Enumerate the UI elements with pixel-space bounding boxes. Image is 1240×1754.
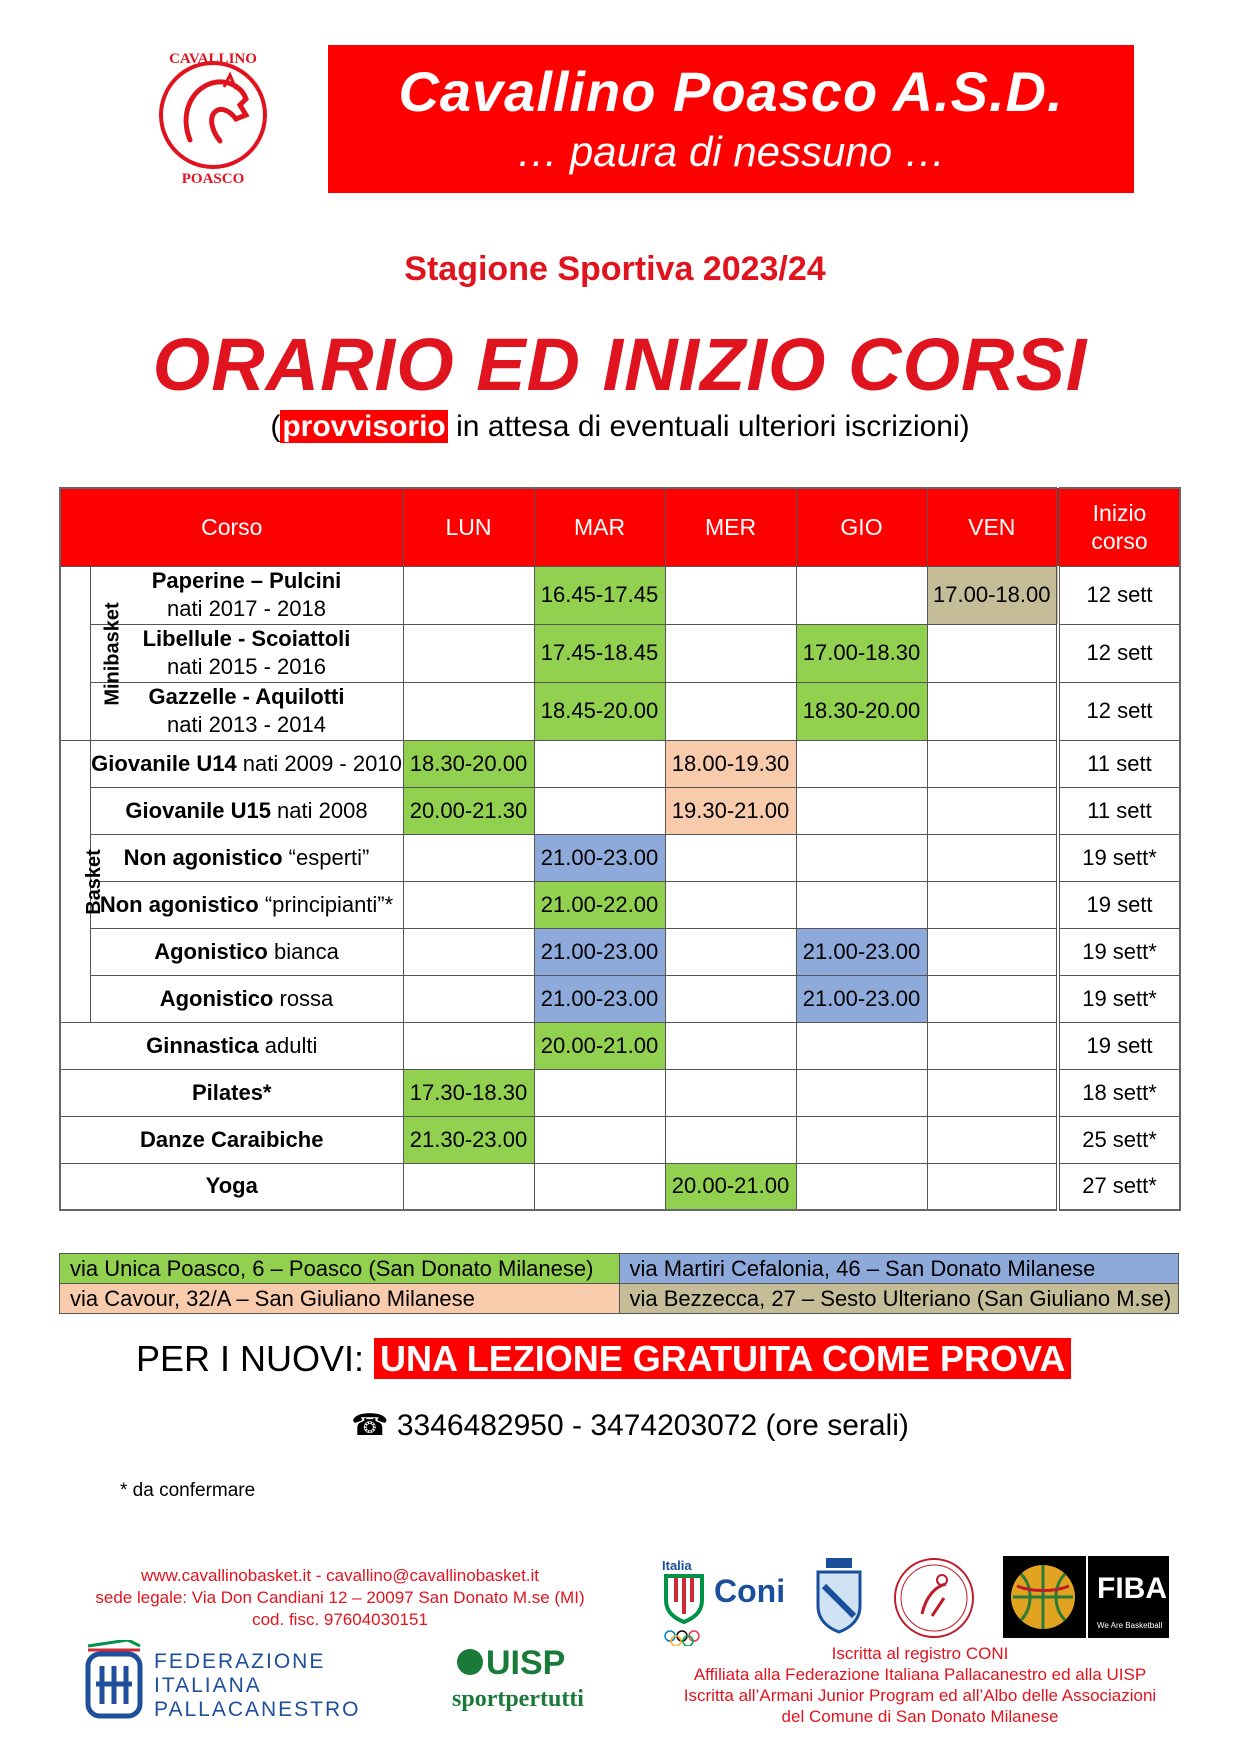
club-logo [150,45,280,195]
cell-mer [665,566,796,624]
course-name-detail: adulti [258,1032,318,1058]
logo-text-bottom: POASCO [181,171,245,187]
page-title: ORARIO ED INIZIO CORSI [152,323,1088,406]
cell-lun [403,975,534,1022]
header-gio: GIO [796,488,927,566]
course-name [90,881,403,928]
uisp-tagline: sportpertutti [452,1686,584,1712]
promo-lead: PER I NUOVI: [136,1338,375,1379]
group-basket-label: Basket [82,848,105,915]
cell-mar [534,740,665,787]
course-name-detail: nati 2017 - 2018 [166,596,327,621]
cell-lun [403,928,534,975]
table-row [60,1116,1180,1163]
header-banner [328,45,1134,193]
cell-mer [665,834,796,881]
course-name [60,1163,403,1210]
cell-gio [796,1116,927,1163]
course-name-bold: Giovanile U15 [125,797,271,823]
course-name-bold: Libellule - Scoiattoli [142,626,351,651]
cell-gio: 18.30-20.00 [796,682,927,740]
group-minibasket [60,566,124,740]
schedule-table [59,487,1181,1211]
cell-mar: 21.00-23.00 [534,928,665,975]
table-row [60,624,1180,682]
provisional-badge: provvisorio [282,410,446,443]
course-name [90,682,403,740]
fiba-logo [1003,1556,1169,1638]
course-name [90,975,403,1022]
cell-lun: 20.00-21.30 [403,787,534,834]
cell-start: 12 sett [1058,624,1180,682]
cell-gio [796,787,927,834]
cell-mar: 21.00-22.00 [534,881,665,928]
cell-start: 11 sett [1058,787,1180,834]
course-name-detail: “principianti”* [258,891,394,917]
cell-lun [403,566,534,624]
cell-ven [927,682,1058,740]
coni-italia: Italia [662,1558,692,1573]
header-ven: VEN [927,488,1058,566]
cell-mar: 17.45-18.45 [534,624,665,682]
course-name [90,834,403,881]
cell-mer: 19.30-21.00 [665,787,796,834]
cell-mar: 18.45-20.00 [534,682,665,740]
header-inizio [1058,488,1180,566]
cell-lun: 18.30-20.00 [403,740,534,787]
fip-line1: FEDERAZIONE [154,1650,326,1673]
table-row [60,682,1180,740]
cell-mar [534,1069,665,1116]
cell-gio [796,740,927,787]
table-row [60,928,1180,975]
cell-ven [927,1116,1058,1163]
course-name [90,740,403,787]
locations-legend [59,1253,1179,1314]
table-row [60,1022,1180,1069]
promo-line [136,1338,1071,1380]
telephone-icon: ☎ [351,1409,389,1442]
table-header-row [60,488,1180,566]
club-name: Cavallino Poasco A.S.D. [398,60,1064,123]
cell-lun: 21.30-23.00 [403,1116,534,1163]
promo-highlight: UNA LEZIONE GRATUITA COME PROVA [374,1338,1071,1379]
cell-gio [796,1069,927,1116]
course-name-bold: Non agonistico [123,844,283,870]
cell-start: 18 sett* [1058,1069,1180,1116]
armani-junior-logo [892,1556,976,1640]
cell-mar [534,787,665,834]
table-row [60,1069,1180,1116]
cell-gio [796,1163,927,1210]
tax-code: cod. fisc. 97604030151 [252,1610,428,1629]
cell-gio [796,566,927,624]
course-name [60,1022,403,1069]
course-name-bold: Ginnastica [146,1032,259,1058]
course-name [90,566,403,624]
cell-mer: 20.00-21.00 [665,1163,796,1210]
cell-gio: 17.00-18.30 [796,624,927,682]
cell-mer: 18.00-19.30 [665,740,796,787]
header-mer: MER [665,488,796,566]
fip-line3: PALLACANESTRO [154,1698,361,1720]
table-row [60,740,1180,787]
cell-gio: 21.00-23.00 [796,975,927,1022]
season-label: Stagione Sportiva 2023/24 [404,250,826,288]
cell-start: 12 sett [1058,682,1180,740]
table-row [60,834,1180,881]
cell-mer [665,881,796,928]
cell-mer [665,1022,796,1069]
cell-lun [403,834,534,881]
cell-gio [796,881,927,928]
header-inizio-line1: Inizio [1092,500,1147,527]
fiba-tagline: We Are Basketball [1097,1621,1163,1630]
cell-ven: 17.00-18.00 [927,566,1058,624]
cell-mer [665,928,796,975]
cell-mar [534,1163,665,1210]
cell-start: 19 sett* [1058,928,1180,975]
course-name-bold: Pilates* [192,1079,272,1105]
cell-ven [927,624,1058,682]
uisp-logo [450,1640,600,1714]
cell-mer [665,975,796,1022]
club-motto: … paura di nessuno … [516,128,946,175]
cell-ven [927,975,1058,1022]
course-name-detail: rossa [273,985,334,1011]
course-name-detail: “esperti” [282,844,370,870]
cell-start: 12 sett [1058,566,1180,624]
course-name-detail: bianca [267,938,339,964]
contacts-block [60,1565,620,1631]
table-row [60,566,1180,624]
group-minibasket-label: Minibasket [101,601,124,706]
course-name-bold: Giovanile U14 [91,750,237,776]
cell-mar: 20.00-21.00 [534,1022,665,1069]
cell-lun: 17.30-18.30 [403,1069,534,1116]
fiba-name: FIBA [1097,1572,1167,1605]
cell-ven [927,1069,1058,1116]
cell-start: 11 sett [1058,740,1180,787]
course-name-detail: nati 2008 [270,797,368,823]
course-name-bold: Non agonistico [99,891,259,917]
location-green: via Unica Poasco, 6 – Poasco (San Donato Milanese) [60,1254,620,1284]
header-inizio-line2: corso [1091,528,1148,555]
cell-mer [665,682,796,740]
cell-gio [796,834,927,881]
cell-start: 27 sett* [1058,1163,1180,1210]
table-row [60,881,1180,928]
course-name [60,1069,403,1116]
web-email: www.cavallinobasket.it - cavallino@cavallinobasket.it [140,1566,540,1585]
cell-lun [403,682,534,740]
table-row [60,1163,1180,1210]
cell-start: 19 sett* [1058,975,1180,1022]
cell-ven [927,1163,1058,1210]
cell-mar: 16.45-17.45 [534,566,665,624]
course-name [90,787,403,834]
subtitle-open: ( [270,410,281,443]
cell-mer [665,1116,796,1163]
subtitle [0,410,1240,444]
course-name-bold: Agonistico [154,938,268,964]
table-row [60,787,1180,834]
cell-lun [403,881,534,928]
municipal-crest [814,1556,864,1636]
cell-lun [403,1163,534,1210]
cell-lun [403,1022,534,1069]
course-name-bold: Danze Caraibiche [140,1126,324,1152]
cell-gio: 21.00-23.00 [796,928,927,975]
course-name [90,624,403,682]
cell-ven [927,881,1058,928]
affil-comune: del Comune di San Donato Milanese [781,1707,1059,1726]
location-blue: via Martiri Cefalonia, 46 – San Donato Milanese [619,1254,1179,1284]
cell-mar: 21.00-23.00 [534,834,665,881]
header-mar: MAR [534,488,665,566]
fip-logo [84,1640,404,1720]
affil-coni: Iscritta al registro CONI [831,1644,1009,1663]
uisp-name: UISP [486,1644,566,1682]
header-lun: LUN [403,488,534,566]
coni-name: Coni [714,1573,786,1609]
cell-mer [665,1069,796,1116]
fip-line2: ITALIANA [154,1674,262,1697]
cell-ven [927,928,1058,975]
location-tan: via Bezzecca, 27 – Sesto Ulteriano (San Giuliano M.se) [619,1284,1179,1314]
affil-fip-uisp: Affiliata alla Federazione Italiana Pallacanestro ed alla UISP [693,1665,1147,1684]
affil-armani: Iscritta all’Armani Junior Program ed all’Albo delle Associazioni [683,1686,1157,1705]
course-name-detail: nati 2013 - 2014 [166,712,327,737]
course-name-bold: Gazzelle - Aquilotti [148,684,345,709]
cell-start: 19 sett [1058,1022,1180,1069]
course-name-detail: nati 2015 - 2016 [166,654,327,679]
course-name-bold: Agonistico [159,985,274,1011]
cell-mer [665,624,796,682]
coni-logo [660,1556,800,1646]
cell-ven [927,1022,1058,1069]
phone-numbers: 3346482950 - 3474203072 (ore serali) [396,1409,909,1442]
legend-row [60,1254,1179,1284]
table-row [60,975,1180,1022]
subtitle-rest: in attesa di eventuali ulteriori iscrizioni) [447,410,970,443]
footnote: * da confermare [120,1480,256,1501]
cell-start: 19 sett [1058,881,1180,928]
cell-lun [403,624,534,682]
location-orange: via Cavour, 32/A – San Giuliano Milanese [60,1284,620,1314]
cell-mar: 21.00-23.00 [534,975,665,1022]
course-name-bold: Yoga [205,1173,258,1199]
course-name-detail: nati 2009 - 2010 [236,750,402,776]
logo-text-top: CAVALLINO [169,51,257,67]
course-name-bold: Paperine – Pulcini [151,568,342,593]
cell-ven [927,787,1058,834]
course-name [60,1116,403,1163]
cell-ven [927,834,1058,881]
cell-mar [534,1116,665,1163]
course-name [90,928,403,975]
affiliations-block [640,1643,1200,1727]
cell-start: 25 sett* [1058,1116,1180,1163]
header-corso: Corso [60,488,403,566]
cell-start: 19 sett* [1058,834,1180,881]
cell-gio [796,1022,927,1069]
legend-row [60,1284,1179,1314]
group-basket [60,740,105,1022]
cell-ven [927,740,1058,787]
phone-line [0,1408,1240,1443]
legal-address: sede legale: Via Don Candiani 12 – 20097 San Donato M.se (MI) [95,1588,585,1607]
